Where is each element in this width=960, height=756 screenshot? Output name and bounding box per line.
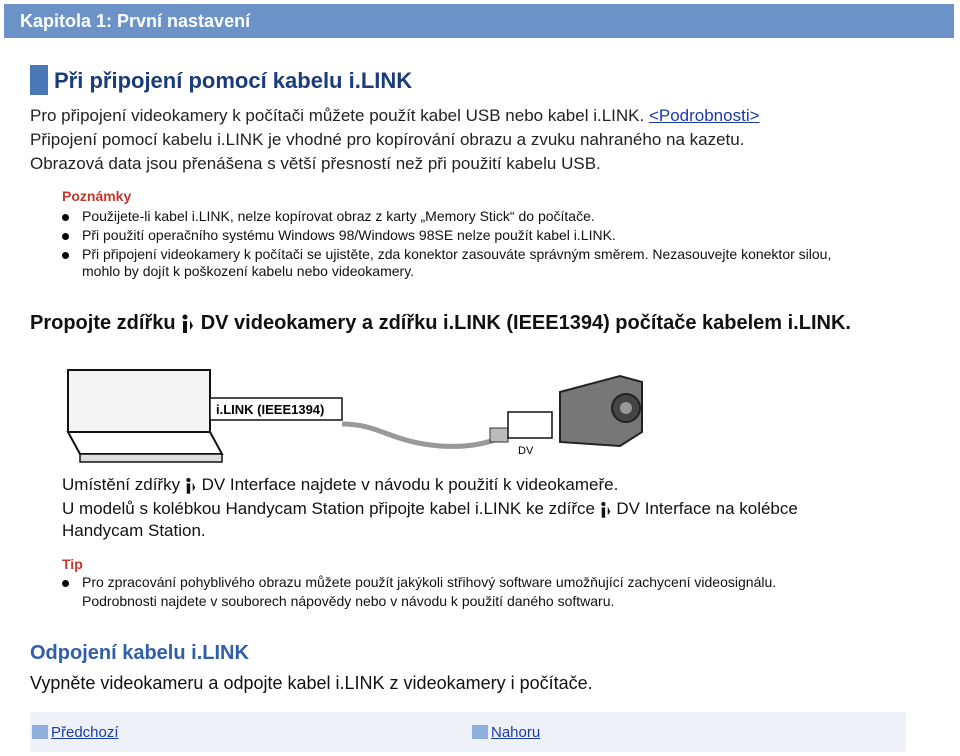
intro-line-2: Připojení pomocí kabelu i.LINK je vhodné pro kopírování obrazu a zvuku nahraného na kazetu.	[30, 130, 745, 149]
bullet-icon	[62, 580, 69, 587]
bullet-icon	[62, 233, 69, 240]
details-link[interactable]: <Podrobnosti>	[648, 106, 760, 125]
ilink-cable	[342, 424, 500, 446]
svg-text:i.LINK (IEEE1394): i.LINK (IEEE1394)	[216, 402, 325, 417]
info-line-1: Umístění zdířky DV Interface najdete v návodu k použití k videokameře.	[62, 475, 619, 494]
svg-text:DV: DV	[518, 445, 534, 457]
computer-icon	[68, 370, 222, 462]
dv-port-box	[508, 412, 552, 457]
connection-diagram	[60, 362, 650, 474]
disconnect-heading: Odpojení kabelu i.LINK	[30, 642, 249, 664]
section-title: Při připojení pomocí kabelu i.LINK	[54, 68, 413, 93]
footer-nav	[30, 712, 906, 752]
intro-line-3: Obrazová data jsou přenášena s větší přesností než při použití kabelu USB.	[30, 154, 601, 173]
prev-arrow-icon	[32, 725, 48, 739]
info-line-3: Handycam Station.	[62, 521, 206, 540]
prev-link[interactable]: Předchozí	[32, 724, 119, 741]
ilink-icon	[181, 314, 195, 334]
top-link[interactable]: Nahoru	[472, 724, 540, 741]
step-heading: Propojte zdířku DV videokamery a zdířku i.LINK (IEEE1394) počítače kabelem i.LINK.	[30, 312, 851, 334]
section-marker	[30, 65, 48, 95]
disconnect-text: Vypněte videokameru a odpojte kabel i.LINK z videokamery i počítače.	[30, 673, 593, 693]
camcorder-icon	[560, 376, 642, 446]
bullet-icon	[62, 252, 69, 259]
tip-heading: Tip	[62, 556, 83, 572]
cable-plug	[490, 428, 508, 442]
intro-text-1: Pro připojení videokamery k počítači můžete použít kabel USB nebo kabel i.LINK.	[30, 106, 649, 125]
notes-heading: Poznámky	[62, 188, 132, 204]
cable-label-box	[210, 398, 342, 420]
ilink-icon	[600, 501, 612, 519]
chapter-header	[4, 4, 954, 38]
ilink-icon	[185, 477, 197, 495]
bullet-icon	[62, 214, 69, 221]
intro-line-1	[30, 106, 760, 126]
up-arrow-icon	[472, 725, 488, 739]
info-line-2: U modelů s kolébkou Handycam Station připojte kabel i.LINK ke zdířce DV Interface na kolébce	[62, 499, 798, 518]
chapter-title: Kapitola 1: První nastavení	[20, 11, 251, 31]
